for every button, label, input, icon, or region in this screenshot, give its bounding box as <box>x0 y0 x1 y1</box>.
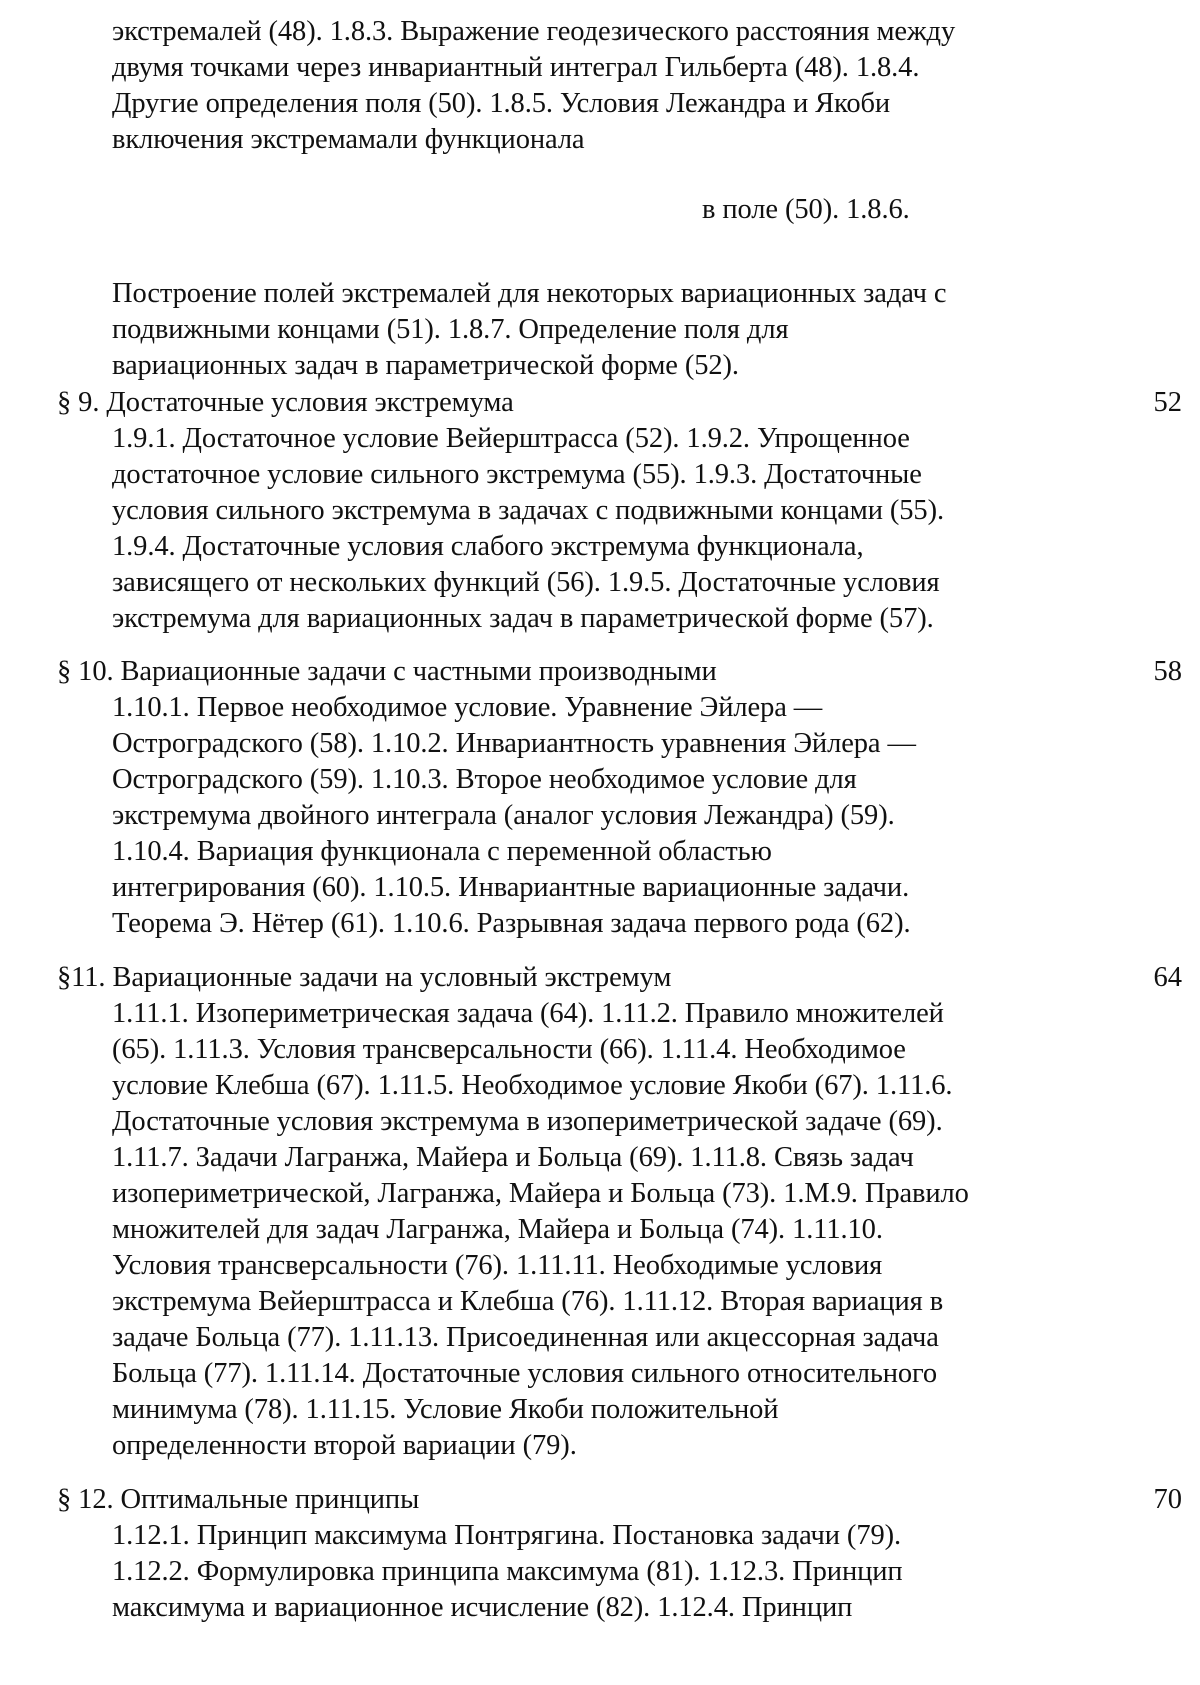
section-heading: § 10. Вариационные задачи с частными производными <box>57 656 717 687</box>
toc-line: Построение полей экстремалей для некоторых вариационных задач с <box>112 278 947 309</box>
section-heading: § 12. Оптимальные принципы <box>57 1484 420 1515</box>
toc-line: Остроградского (58). 1.10.2. Инвариантность уравнения Эйлера — <box>112 728 916 759</box>
toc-line: минимума (78). 1.11.15. Условие Якоби положительной <box>112 1394 779 1425</box>
toc-line: двумя точками через инвариантный интеграл Гильберта (48). 1.8.4. <box>112 52 920 83</box>
section-page-number: 52 <box>1153 387 1182 418</box>
toc-line: подвижными концами (51). 1.8.7. Определение поля для <box>112 314 789 345</box>
toc-line: 1.12.1. Принцип максимума Понтрягина. Постановка задачи (79). <box>112 1520 902 1551</box>
toc-line-fragment: в поле (50). 1.8.6. <box>702 194 910 225</box>
toc-line: Условия трансверсальности (76). 1.11.11. Необходимые условия <box>112 1250 883 1281</box>
toc-line: определенности второй вариации (79). <box>112 1430 577 1461</box>
toc-line: 1.10.1. Первое необходимое условие. Уравнение Эйлера — <box>112 692 823 723</box>
toc-line: экстремума Вейерштрасса и Клебша (76). 1.11.12. Вторая вариация в <box>112 1286 944 1317</box>
toc-line: Достаточные условия экстремума в изопериметрической задаче (69). <box>112 1106 943 1137</box>
toc-line: вариационных задач в параметрической форме (52). <box>112 350 739 381</box>
toc-line: достаточное условие сильного экстремума (55). 1.9.3. Достаточные <box>112 459 922 490</box>
toc-line: условие Клебша (67). 1.11.5. Необходимое условие Якоби (67). 1.11.6. <box>112 1070 953 1101</box>
section-heading: § 9. Достаточные условия экстремума <box>57 387 514 418</box>
toc-line: задаче Больца (77). 1.11.13. Присоединенная или акцессорная задача <box>112 1322 939 1353</box>
toc-line: множителей для задач Лагранжа, Майера и Больца (74). 1.11.10. <box>112 1214 883 1245</box>
toc-line: интегрирования (60). 1.10.5. Инвариантные вариационные задачи. <box>112 872 910 903</box>
toc-line: экстремума для вариационных задач в параметрической форме (57). <box>112 603 934 634</box>
toc-line: Другие определения поля (50). 1.8.5. Условия Лежандра и Якоби <box>112 88 891 119</box>
section-page-number: 70 <box>1153 1484 1182 1515</box>
toc-line: зависящего от нескольких функций (56). 1.9.5. Достаточные условия <box>112 567 940 598</box>
section-heading: §11. Вариационные задачи на условный экстремум <box>57 962 672 993</box>
toc-line: Остроградского (59). 1.10.3. Второе необходимое условие для <box>112 764 857 795</box>
toc-line: 1.11.1. Изопериметрическая задача (64). 1.11.2. Правило множителей <box>112 998 944 1029</box>
toc-line: изопериметрической, Лагранжа, Майера и Больца (73). 1.М.9. Правило <box>112 1178 969 1209</box>
toc-line: 1.10.4. Вариация функционала с переменной областью <box>112 836 772 867</box>
toc-line: максимума и вариационное исчисление (82). 1.12.4. Принцип <box>112 1592 853 1623</box>
toc-line: включения экстремамали функционала <box>112 124 585 155</box>
toc-line: экстремума двойного интеграла (аналог условия Лежандра) (59). <box>112 800 895 831</box>
toc-line: 1.9.1. Достаточное условие Вейерштрасса (52). 1.9.2. Упрощенное <box>112 423 910 454</box>
toc-line: Теорема Э. Нётер (61). 1.10.6. Разрывная задача первого рода (62). <box>112 908 911 939</box>
toc-line: 1.9.4. Достаточные условия слабого экстремума функционала, <box>112 531 864 562</box>
toc-line: 1.12.2. Формулировка принципа максимума (81). 1.12.3. Принцип <box>112 1556 903 1587</box>
section-page-number: 64 <box>1153 962 1182 993</box>
section-page-number: 58 <box>1153 656 1182 687</box>
toc-line: Больца (77). 1.11.14. Достаточные условия сильного относительного <box>112 1358 938 1389</box>
toc-line: экстремалей (48). 1.8.3. Выражение геодезического расстояния между <box>112 16 956 47</box>
toc-line: (65). 1.11.3. Условия трансверсальности (66). 1.11.4. Необходимое <box>112 1034 906 1065</box>
toc-line: 1.11.7. Задачи Лагранжа, Майера и Больца (69). 1.11.8. Связь задач <box>112 1142 914 1173</box>
toc-line: условия сильного экстремума в задачах с подвижными концами (55). <box>112 495 944 526</box>
